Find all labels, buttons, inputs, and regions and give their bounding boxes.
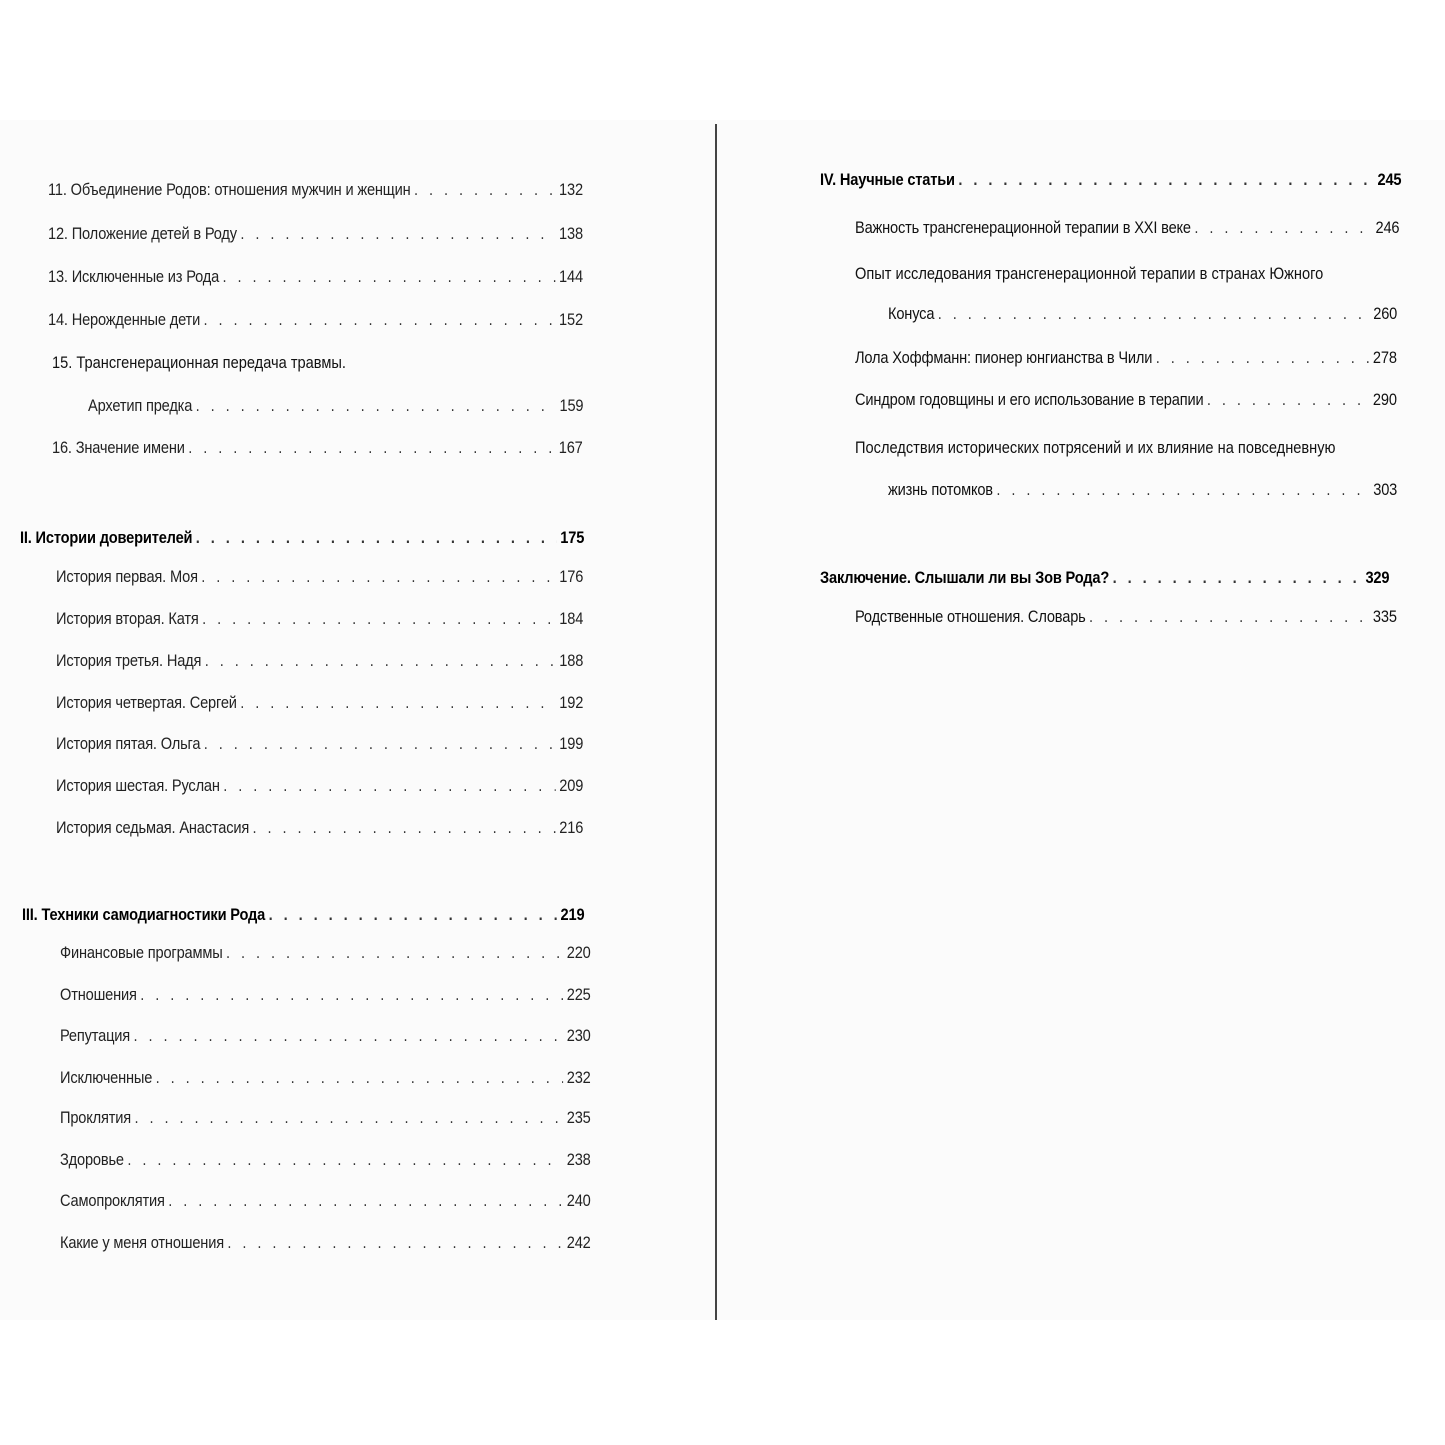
toc-entry [60,1026,591,1046]
leader-dots [938,304,1370,324]
toc-entry [48,310,583,330]
leader-dots [156,1068,564,1088]
toc-entry-title: Отношения [60,985,137,1004]
toc-entry-title: История четвертая. Сергей [56,693,237,712]
toc-entry-page: 303 [1373,480,1398,499]
toc-entry-page: 132 [559,180,583,199]
leader-dots [226,943,563,963]
toc-entry-page: 175 [560,528,585,547]
toc-entry [60,1068,591,1088]
toc-entry [56,693,583,713]
leader-dots [1194,218,1372,238]
leader-dots [188,438,555,458]
toc-entry-title: Последствия исторических потрясений и их влияние на повседневную [855,438,1336,457]
toc-entry [60,1108,591,1128]
leader-dots [196,396,556,416]
left-page [0,120,716,1320]
toc-entry-title: жизнь потомков [888,480,993,499]
toc-entry-title: Заключение. Слышали ли вы Зов Рода? [820,568,1110,587]
toc-section-heading [820,568,1389,588]
toc-entry-page: 246 [1375,218,1400,237]
leader-dots [996,480,1369,500]
toc-entry-page: 260 [1373,304,1398,323]
toc-entry-page: 192 [559,693,584,712]
toc-entry-title: 12. Положение детей в Роду [48,224,237,243]
toc-entry-title: Опыт исследования трансгенерационной терапии в странах Южного [855,264,1324,283]
book-gutter [715,124,717,1320]
leader-dots [958,170,1374,190]
leader-dots [1207,390,1370,410]
toc-entry [56,734,583,754]
leader-dots [168,1191,563,1211]
toc-entry-page: 144 [559,267,583,286]
toc-entry-page: 220 [566,943,591,962]
toc-entry-page: 335 [1372,607,1397,626]
toc-entry-page: 209 [559,776,584,795]
right-page [717,120,1445,1320]
toc-entry [855,390,1397,410]
toc-section-heading [20,528,584,548]
toc-entry-title: Родственные отношения. Словарь [855,607,1086,626]
toc-entry [52,438,583,458]
leader-dots [227,1233,563,1253]
toc-entry-page: 290 [1372,390,1397,409]
toc-entry [60,1150,591,1170]
toc-entry-title: Самопроклятия [60,1191,165,1210]
toc-entry-page: 240 [566,1191,591,1210]
toc-entry [48,180,583,200]
leader-dots [201,567,556,587]
toc-entry-title: Важность трансгенерационной терапии в XXI веке [855,218,1191,237]
toc-entry-page: 219 [560,905,585,924]
toc-entry-title: Здоровье [60,1150,124,1169]
toc-entry-page: 230 [566,1026,591,1045]
leader-dots [240,224,555,244]
toc-entry [60,1191,591,1211]
toc-entry-title: IV. Научные статьи [820,170,955,189]
toc-entry-page: 184 [559,609,584,628]
toc-entry-title: Лола Хоффманн: пионер юнгианства в Чили [855,348,1153,367]
leader-dots [202,609,556,629]
leader-dots [223,776,556,796]
toc-entry [56,609,583,629]
toc-section-heading [820,170,1401,190]
toc-entry [60,985,591,1005]
toc-entry-title: Какие у меня отношения [60,1233,224,1252]
toc-entry-title: III. Техники самодиагностики Рода [22,905,266,924]
toc-entry-page: 188 [559,651,584,670]
leader-dots [1113,568,1362,588]
toc-entry-title: Архетип предка [88,396,193,415]
toc-section-heading [22,905,584,925]
toc-entry-page: 225 [566,985,591,1004]
toc-entry-title: Проклятия [60,1108,132,1127]
toc-entry-title: История пятая. Ольга [56,734,201,753]
toc-entry [48,267,583,287]
leader-dots [196,528,557,548]
toc-entry-title: Синдром годовщины и его использование в терапии [855,390,1204,409]
leader-dots [1156,348,1370,368]
toc-entry-title: История третья. Надя [56,651,202,670]
leader-dots [133,1026,563,1046]
toc-entry-title: 15. Трансгенерационная передача травмы. [52,353,346,372]
toc-entry-title: Исключенные [60,1068,153,1087]
toc-entry [60,943,591,963]
toc-entry-title: Репутация [60,1026,131,1045]
toc-entry-title: Конуса [888,304,935,323]
toc-entry [48,224,583,244]
toc-entry-page: 167 [558,438,583,457]
toc-entry-title: История вторая. Катя [56,609,199,628]
toc-entry-page: 329 [1365,568,1390,587]
toc-entry-page: 238 [566,1150,591,1169]
toc-entry [855,218,1399,238]
toc-entry-page: 199 [559,734,584,753]
toc-entry-title: 11. Объединение Родов: отношения мужчин и женщин [48,180,411,199]
toc-entry [855,348,1397,368]
leader-dots [414,180,556,200]
leader-dots [204,734,556,754]
toc-entry [88,396,583,416]
toc-entry-title: 14. Нерожденные дети [48,310,201,329]
leader-dots [223,267,556,287]
leader-dots [253,818,556,838]
leader-dots [1089,607,1369,627]
toc-entry [888,304,1397,324]
toc-entry-page: 242 [566,1233,591,1252]
toc-entry [60,1233,591,1253]
toc-entry [888,480,1397,500]
leader-dots [269,905,558,925]
toc-entry-page: 152 [559,310,583,329]
leader-dots [134,1108,563,1128]
toc-entry-page: 278 [1372,348,1397,367]
toc-entry-page: 176 [559,567,584,586]
leader-dots [205,651,556,671]
toc-entry [855,607,1397,627]
toc-entry-page: 232 [566,1068,591,1087]
leader-dots [204,310,556,330]
toc-entry-page: 235 [566,1108,591,1127]
toc-entry-page: 216 [559,818,584,837]
toc-entry-page: 159 [559,396,584,415]
leader-dots [140,985,563,1005]
toc-entry-title: 16. Значение имени [52,438,185,457]
toc-entry-page: 245 [1377,170,1402,189]
toc-entry [56,651,583,671]
toc-entry-title: II. Истории доверителей [20,528,193,547]
toc-entry-title: Финансовые программы [60,943,223,962]
toc-entry [56,818,583,838]
toc-entry [56,567,583,587]
toc-entry-page: 138 [559,224,583,243]
leader-dots [127,1150,563,1170]
toc-entry-title: История седьмая. Анастасия [56,818,250,837]
leader-dots [240,693,556,713]
toc-entry [56,776,583,796]
toc-entry-title: История первая. Моя [56,567,198,586]
toc-entry-title: 13. Исключенные из Рода [48,267,220,286]
toc-entry-title: История шестая. Руслан [56,776,220,795]
